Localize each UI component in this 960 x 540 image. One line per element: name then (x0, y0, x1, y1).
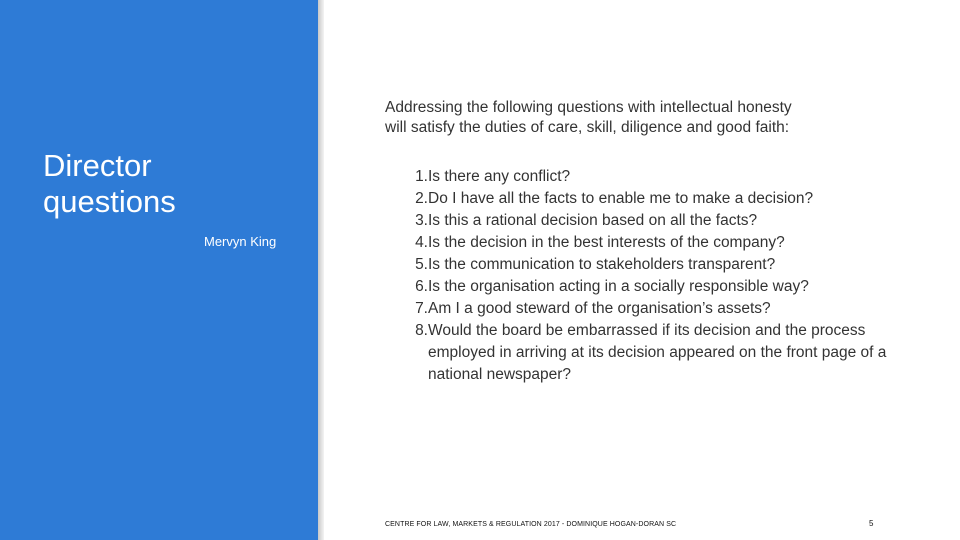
slide-title-line-1: Director (43, 148, 152, 183)
list-item-text: Do I have all the facts to enable me to make a decision? (428, 190, 814, 207)
list-item-text: Is the decision in the best interests of the company? (428, 234, 785, 251)
list-item-number: 4. (415, 234, 428, 251)
list-item (385, 276, 905, 298)
list-item-number: 5. (415, 256, 428, 273)
page-number: 5 (869, 519, 874, 528)
slide-subtitle: Mervyn King (204, 234, 277, 249)
intro-line-2: will satisfy the duties of care, skill, diligence and good faith: (385, 119, 790, 136)
list-item-number: 1. (415, 168, 428, 185)
list-item (385, 232, 905, 254)
list-item (385, 166, 905, 188)
list-item (385, 298, 905, 320)
slide-title-line-2: questions (43, 184, 176, 219)
list-item (385, 210, 905, 232)
list-item-number: 8. (415, 322, 428, 339)
list-item-number: 2. (415, 190, 428, 207)
list-item-number: 6. (415, 278, 428, 295)
list-item-text: Is this a rational decision based on all the facts? (428, 212, 758, 229)
list-item-text: Is there any conflict? (428, 168, 571, 185)
left-accent-panel (0, 0, 318, 540)
intro-paragraph (385, 98, 905, 138)
questions-list (385, 166, 905, 386)
intro-line-1: Addressing the following questions with intellectual honesty (385, 99, 792, 116)
list-item (385, 188, 905, 210)
list-item-text: Am I a good steward of the organisation’s assets? (428, 300, 771, 317)
slide-footer: CENTRE FOR LAW, MARKETS & REGULATION 2017 - DOMINIQUE HOGAN-DORAN SC (385, 521, 677, 528)
list-item (385, 254, 905, 276)
panel-edge-shadow (318, 0, 324, 540)
list-item (385, 320, 905, 386)
list-item-text: Is the communication to stakeholders transparent? (428, 256, 776, 273)
list-item-number: 7. (415, 300, 428, 317)
list-item-number: 3. (415, 212, 428, 229)
list-item-text: Is the organisation acting in a socially responsible way? (428, 278, 809, 295)
list-item-text: Would the board be embarrassed if its decision and the process employed in arriving at its decision appeared on the front page of a national newspaper? (428, 322, 887, 383)
slide-title (43, 148, 176, 220)
